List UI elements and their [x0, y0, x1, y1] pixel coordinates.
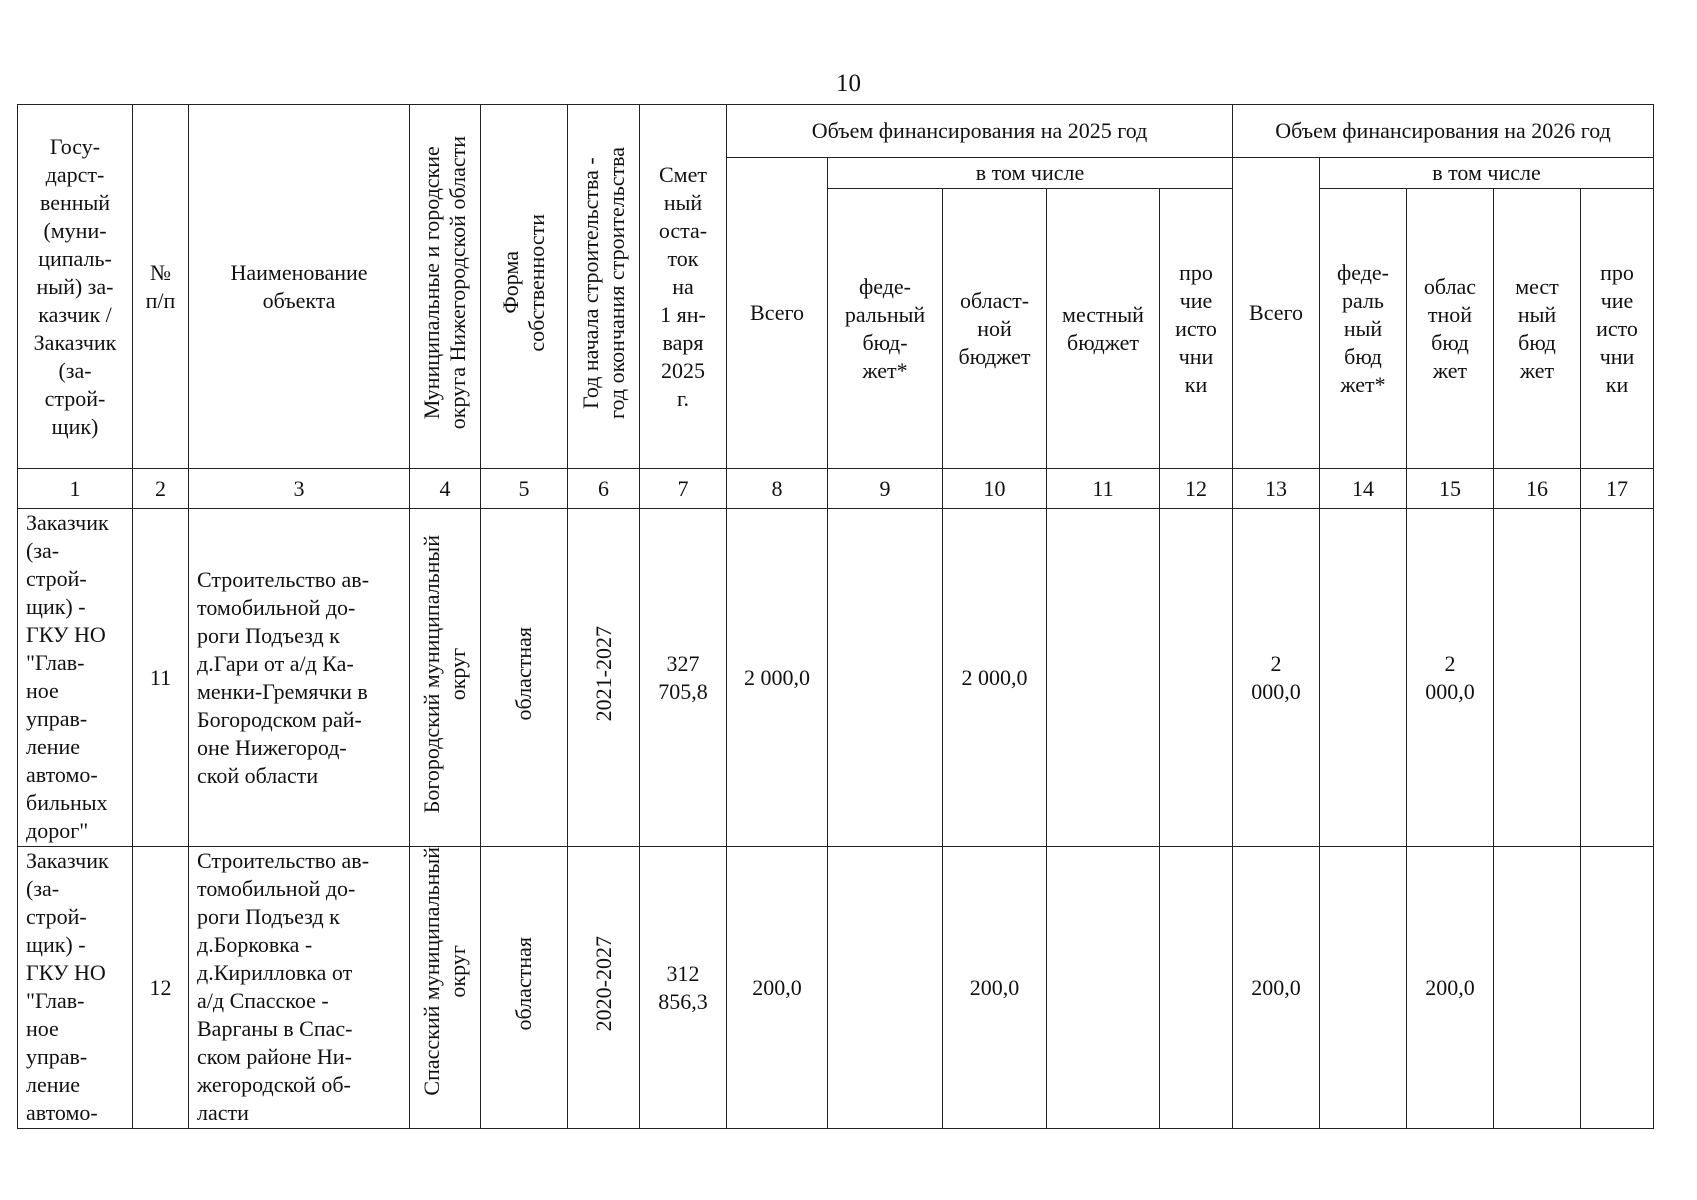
- row-years-cell: [568, 509, 640, 847]
- row-other-2025: [1160, 847, 1233, 1129]
- header-local-2026: мест ный бюд жет: [1494, 189, 1581, 469]
- header-years-cell: [568, 105, 640, 469]
- row-estimate-balance: 312 856,3: [640, 847, 727, 1129]
- header-federal-2025: феде- ральный бюд- жет*: [828, 189, 943, 469]
- header-including-2025: в том числе: [828, 158, 1233, 189]
- column-number: 9: [828, 469, 943, 509]
- row-local-2026: [1494, 509, 1581, 847]
- row-federal-2026: [1320, 509, 1407, 847]
- header-funding-2025: Объем финансирования на 2025 год: [727, 105, 1233, 158]
- row-municipality-cell: [410, 847, 481, 1129]
- row-total-2025: 200,0: [727, 847, 828, 1129]
- header-object-name: Наименование объекта: [189, 105, 410, 469]
- column-number: 12: [1160, 469, 1233, 509]
- row-ownership: областная: [511, 627, 536, 721]
- column-number: 2: [133, 469, 189, 509]
- row-total-2026: 2 000,0: [1233, 509, 1320, 847]
- row-number: 11: [133, 509, 189, 847]
- column-number: 14: [1320, 469, 1407, 509]
- column-number: 6: [568, 469, 640, 509]
- column-number: 1: [18, 469, 133, 509]
- column-number-row: [18, 469, 1654, 509]
- header-other-2026: про чие исто чни ки: [1581, 189, 1654, 469]
- header-other-2025: про чие исто чни ки: [1160, 189, 1233, 469]
- header-including-2026: в том числе: [1320, 158, 1654, 189]
- row-number: 12: [133, 847, 189, 1129]
- header-total-2025: Всего: [727, 158, 828, 469]
- header-regional-2026: облас тной бюд жет: [1407, 189, 1494, 469]
- column-number: 5: [481, 469, 568, 509]
- header-number: № п/п: [133, 105, 189, 469]
- row-municipality-cell: [410, 509, 481, 847]
- row-other-2025: [1160, 509, 1233, 847]
- header-local-2025: местный бюджет: [1047, 189, 1160, 469]
- row-federal-2025: [828, 847, 943, 1129]
- row-local-2025: [1047, 847, 1160, 1129]
- row-regional-2026: 2 000,0: [1407, 509, 1494, 847]
- column-number: 15: [1407, 469, 1494, 509]
- page-number: 10: [836, 70, 861, 97]
- row-federal-2025: [828, 509, 943, 847]
- row-local-2025: [1047, 509, 1160, 847]
- column-number: 3: [189, 469, 410, 509]
- header-estimate-balance: Смет ный оста- ток на 1 ян- варя 2025 г.: [640, 105, 727, 469]
- row-total-2026: 200,0: [1233, 847, 1320, 1129]
- header-municipality: Муниципальные и городские округа Нижегородской области: [419, 136, 470, 430]
- row-other-2026: [1581, 509, 1654, 847]
- header-funding-2026: Объем финансирования на 2026 год: [1233, 105, 1654, 158]
- row-ownership-cell: [481, 509, 568, 847]
- column-number: 7: [640, 469, 727, 509]
- row-estimate-balance: 327 705,8: [640, 509, 727, 847]
- header-row-1: [18, 105, 1654, 158]
- row-years-cell: [568, 847, 640, 1129]
- header-years: Год начала строительства - год окончания строительства: [577, 147, 629, 419]
- row-municipality: Спасский муниципальный округ: [419, 847, 470, 1096]
- header-municipality-cell: [410, 105, 481, 469]
- header-federal-2026: феде- раль ный бюд жет*: [1320, 189, 1407, 469]
- table-row: [18, 847, 1654, 1129]
- header-ownership: Форма собственности: [498, 214, 549, 352]
- column-number: 17: [1581, 469, 1654, 509]
- row-customer: Заказчик (за- строй- щик) - ГКУ НО "Глав- ное управ- ление автомо- бильных дорог": [18, 509, 133, 847]
- header-ownership-cell: [481, 105, 568, 469]
- row-other-2026: [1581, 847, 1654, 1129]
- column-number: 16: [1494, 469, 1581, 509]
- column-number: 4: [410, 469, 481, 509]
- row-ownership: областная: [511, 937, 536, 1031]
- row-regional-2025: 2 000,0: [943, 509, 1047, 847]
- row-ownership-cell: [481, 847, 568, 1129]
- row-regional-2026: 200,0: [1407, 847, 1494, 1129]
- row-years: 2021-2027: [590, 626, 616, 722]
- column-number: 13: [1233, 469, 1320, 509]
- row-total-2025: 2 000,0: [727, 509, 828, 847]
- row-years: 2020-2027: [590, 936, 616, 1032]
- column-number: 8: [727, 469, 828, 509]
- row-regional-2025: 200,0: [943, 847, 1047, 1129]
- row-object-name: Строительство ав- томобильной до- роги Подъезд к д.Гари от а/д Ка- менки-Гремячки в Богородском рай- оне Нижегород- ской области: [189, 509, 410, 847]
- row-object-name: Строительство ав- томобильной до- роги Подъезд к д.Борковка - д.Кирилловка от а/д Спасское - Варганы в Спас- ском районе Ни- жегородской об- ласти: [189, 847, 410, 1129]
- row-local-2026: [1494, 847, 1581, 1129]
- row-federal-2026: [1320, 847, 1407, 1129]
- header-total-2026: Всего: [1233, 158, 1320, 469]
- column-number: 11: [1047, 469, 1160, 509]
- row-municipality: Богородский муниципальный округ: [419, 534, 470, 814]
- row-customer: Заказчик (за- строй- щик) - ГКУ НО "Глав- ное управ- ление автомо-: [18, 847, 133, 1129]
- header-regional-2025: област- ной бюджет: [943, 189, 1047, 469]
- column-number: 10: [943, 469, 1047, 509]
- header-customer: Госу- дарст- венный (муни- ципаль- ный) за- казчик / Заказчик (за- строй- щик): [18, 105, 133, 469]
- table-row: [18, 509, 1654, 847]
- financing-table: [17, 104, 1654, 1129]
